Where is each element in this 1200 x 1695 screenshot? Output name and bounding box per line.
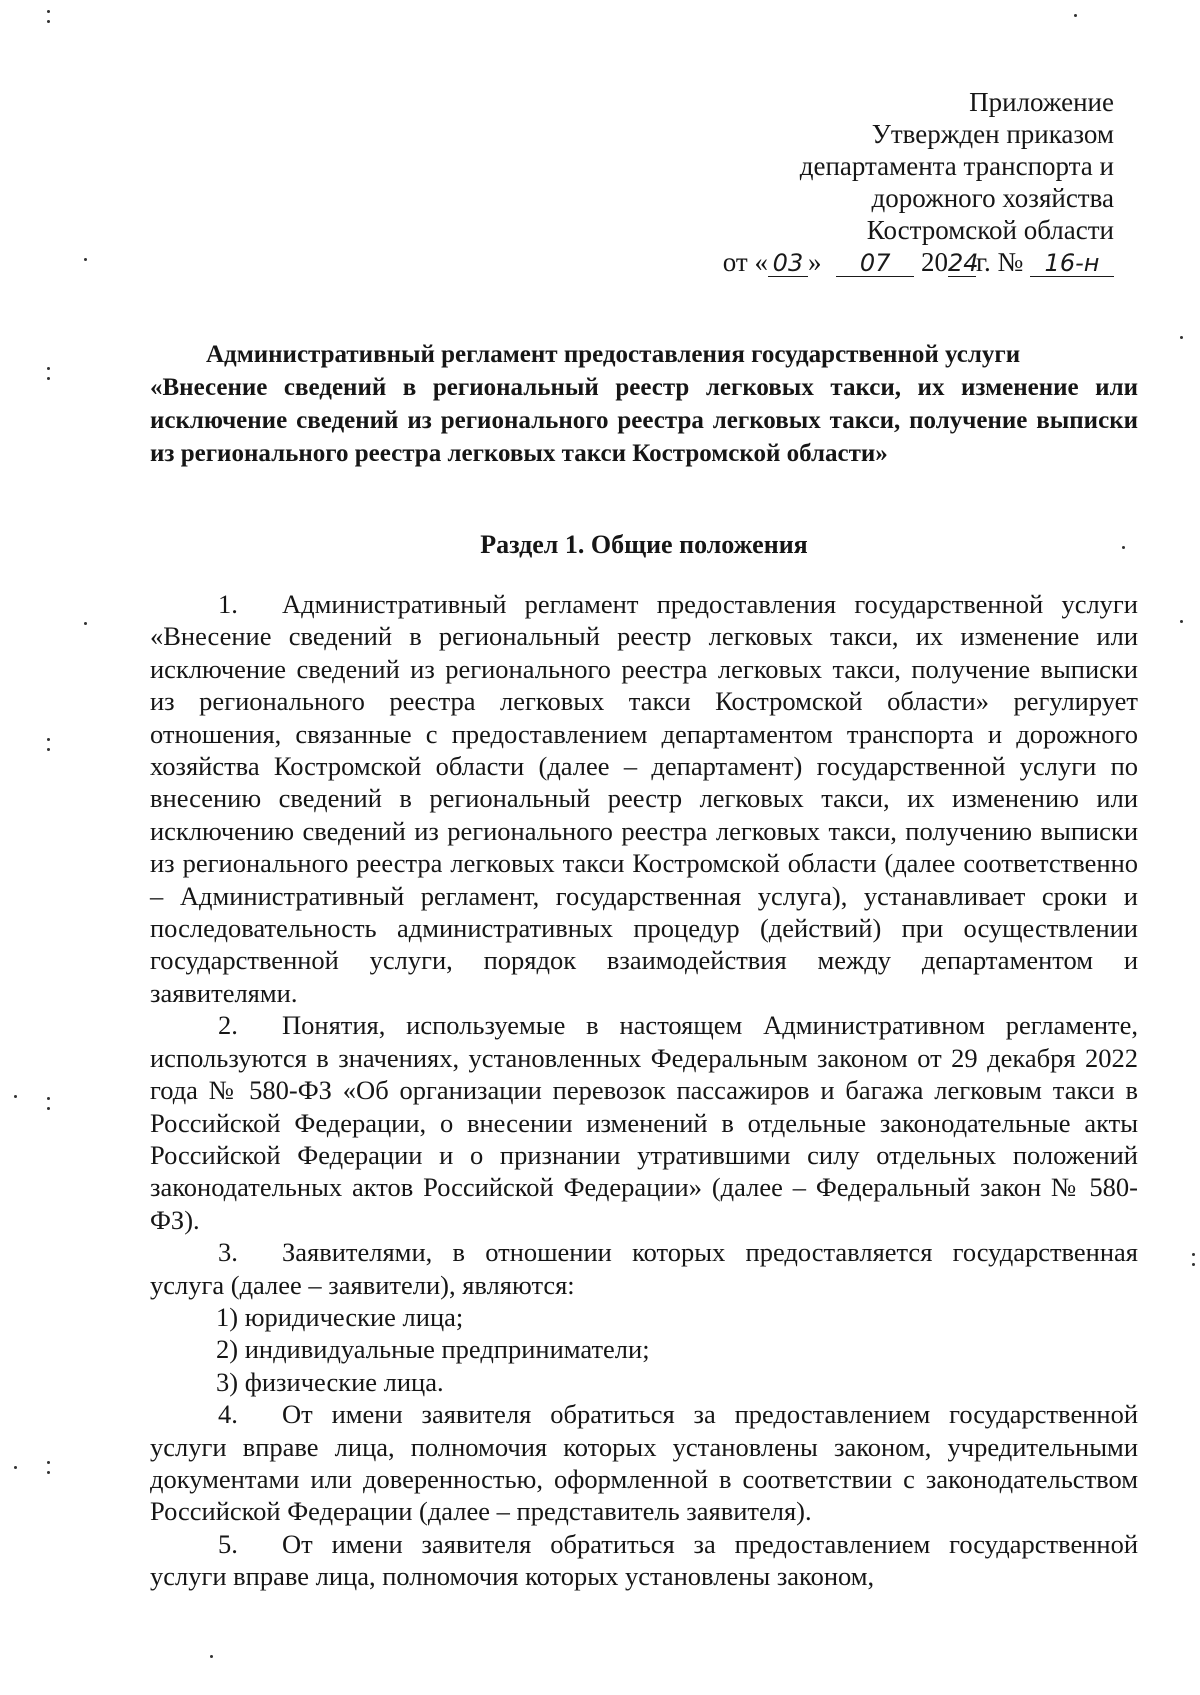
paragraph-number: 2.	[218, 1010, 238, 1041]
scan-artifact	[210, 1655, 213, 1658]
paragraph-5	[150, 1528, 1138, 1593]
scan-artifact	[47, 1097, 50, 1100]
paragraph-2	[150, 1009, 1138, 1236]
department-line-2: дорожного хозяйства	[871, 183, 1114, 213]
scan-artifact	[47, 738, 50, 741]
paragraph-number: 4.	[218, 1399, 238, 1430]
region-line: Костромской области	[866, 215, 1114, 245]
approval-block	[723, 86, 1114, 278]
paragraph-text: От имени заявителя обратиться за предоставлением государственной услуги вправе лица, полномочия которых установлены законом,	[150, 1528, 1138, 1592]
paragraph-text: Административный регламент предоставления государственной услуги «Внесение сведений в региональный реестр легковых такси, их изменение или исключение сведений из регионального реестра легковых такси, получение выписки из регионального реестра легковых такси Костромской области» регулирует отношения, связанные с предоставлением департаментом транспорта и дорожного хозяйства Костромской области (далее – департамент) государственной услуги по внесению сведений в региональный реестр легковых такси, их изменению или исключению сведений из регионального реестра легковых такси, получению выписки из регионального реестра легковых такси Костромской области (далее соответственно – Административный регламент, государственная услуга), устанавливает сроки и последовательность административных процедур (действий) при осуществлении государственной услуги, порядок взаимодействия между департаментом и заявителями.	[150, 589, 1138, 1008]
scan-artifact	[47, 1461, 50, 1464]
scan-artifact	[47, 1107, 50, 1110]
scan-artifact	[1180, 620, 1183, 623]
scan-artifact	[1074, 14, 1077, 17]
document-body	[150, 588, 1138, 1593]
paragraph-number: 5.	[218, 1528, 238, 1559]
scan-artifact	[84, 622, 87, 625]
handwritten-month: 07	[836, 250, 914, 277]
paragraph-number: 1.	[218, 589, 238, 619]
scan-artifact	[47, 367, 50, 370]
handwritten-year: 24	[947, 249, 979, 277]
paragraph-text: Понятия, используемые в настоящем Административном регламенте, используются в значениях, установленных Федеральным законом от 29 декабря 2022 года № 580-ФЗ «Об организации перевозок пассажиров и багажа легковым такси в Российской Федерации, о внесении изменений в отдельные законодательные акты Российской Федерации и о признании утратившими силу отдельных положений законодательных актов Российской Федерации» (далее – Федеральный закон № 580-ФЗ).	[150, 1010, 1138, 1235]
paragraph-text: От имени заявителя обратиться за предоставлением государственной услуги вправе лица, полномочия которых установлены законом, учредительными документами или доверенностью, оформленной в соответствии с законодательством Российской Федерации (далее – представитель заявителя).	[150, 1399, 1138, 1527]
paragraph-text: Заявителями, в отношении которых предоставляется государственная услуга (далее – заявители), являются:	[150, 1237, 1138, 1300]
scan-artifact	[47, 1471, 50, 1474]
scan-artifact	[84, 258, 87, 261]
handwritten-day: 03	[768, 250, 808, 277]
paragraph-1	[150, 588, 1138, 1009]
paragraph-3	[150, 1236, 1138, 1301]
title-line-1: Административный регламент предоставления государственной услуги	[206, 341, 1021, 368]
list-item: 3) физические лица.	[216, 1366, 444, 1397]
year-prefix: 20	[920, 247, 948, 277]
list-item: 1) юридические лица;	[216, 1301, 464, 1332]
date-prefix: от «	[722, 247, 768, 277]
scan-artifact	[47, 10, 50, 13]
list-item: 2) индивидуальные предприниматели;	[216, 1334, 650, 1365]
scan-artifact	[1192, 1253, 1195, 1256]
scan-artifact	[47, 748, 50, 751]
g-number-label: г. №	[975, 247, 1024, 277]
appendix-label: Приложение	[969, 87, 1114, 117]
document-title	[150, 338, 1138, 470]
scan-artifact	[14, 1095, 17, 1098]
paragraph-4	[150, 1398, 1138, 1528]
title-rest: «Внесение сведений в региональный реестр легковых такси, их изменение или исключение сведений из регионального реестра легковых такси, получение выписки из регионального реестра легковых такси Костромской области»	[150, 374, 1138, 467]
department-line: департамента транспорта и	[799, 151, 1114, 181]
handwritten-order-number: 16-н	[1030, 250, 1114, 277]
paragraph-number: 3.	[218, 1237, 238, 1268]
scan-artifact	[1192, 1263, 1195, 1266]
date-quote-close: »	[807, 247, 822, 277]
scan-artifact	[1180, 336, 1183, 339]
section-heading: Раздел 1. Общие положения	[480, 530, 808, 559]
order-date-line	[723, 246, 1114, 278]
scan-artifact	[47, 377, 50, 380]
scan-artifact	[47, 20, 50, 23]
approved-by-order: Утвержден приказом	[871, 119, 1114, 149]
scan-artifact	[14, 1466, 17, 1469]
